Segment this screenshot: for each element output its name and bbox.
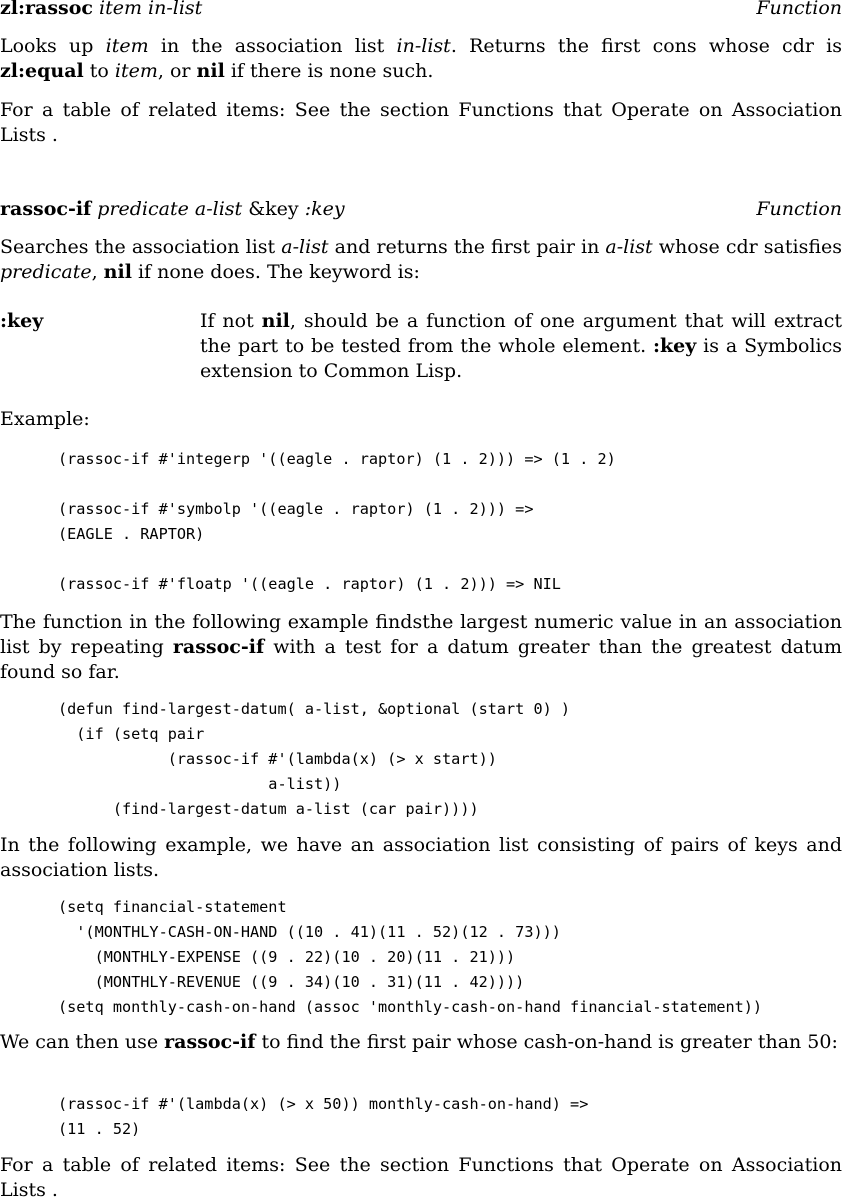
entry-description: Searches the association list a-list and returns the first pair in a-list whose cdr satisfies predicate, nil if none does. The keyword is:	[0, 236, 842, 283]
related-items-link[interactable]: For a table of related items: See the section Functions that Operate on Association Lists .	[0, 1154, 842, 1201]
entry-header-rassoc-if	[0, 197, 842, 222]
function-args: predicate a-list	[97, 198, 243, 220]
keyword-arg: :key	[304, 198, 345, 220]
entry-header-zl-rassoc	[0, 0, 842, 21]
function-name: zl:rassoc	[0, 0, 93, 19]
entry-kind: Function	[756, 0, 842, 19]
code-example-1: (rassoc-if #'integerp '((eagle . raptor) (1 . 2))) => (1 . 2) (rassoc-if #'symbolp '((eagle . raptor) (1 . 2))) => (EAGLE . RAPTOR) (rassoc-if #'floatp '((eagle . raptor) (1 . 2))) => NIL	[58, 450, 616, 593]
related-items-link[interactable]: For a table of related items: See the section Functions that Operate on Association Lists .	[0, 99, 842, 146]
entry-signature	[0, 0, 202, 21]
function-name: rassoc-if	[0, 198, 92, 220]
keyword-marker: &key	[248, 198, 299, 220]
paragraph-largest-datum: The function in the following example findsthe largest numeric value in an association list by repeating rassoc-if with a test for a datum greater than the greatest datum found so far.	[0, 611, 842, 683]
code-example-2: (defun find-largest-datum( a-list, &optional (start 0) ) (if (setq pair (rassoc-if #'(lambda(x) (> x start)) a-list)) (find-largest-datum a-list (car pair))))	[58, 700, 571, 818]
keyword-name: :key	[0, 310, 44, 332]
paragraph-cash-on-hand: We can then use rassoc-if to find the first pair whose cash-on-hand is greater than 50:	[0, 1031, 838, 1053]
entry-description: Looks up item in the association list in-list. Returns the first cons whose cdr is zl:equal to item, or nil if there is none such.	[0, 35, 843, 82]
code-example-4: (rassoc-if #'(lambda(x) (> x 50)) monthly-cash-on-hand) => (11 . 52)	[58, 1095, 589, 1138]
keyword-definition	[0, 309, 842, 384]
entry-signature	[0, 197, 345, 222]
example-label: Example:	[0, 408, 90, 430]
keyword-description: If not nil, should be a function of one argument that will extract the part to be tested from the whole element. :key is a Symbolics extension to Common Lisp.	[200, 310, 842, 382]
function-args: item in-list	[99, 0, 203, 19]
code-example-3: (setq financial-statement '(MONTHLY-CASH-ON-HAND ((10 . 41)(11 . 52)(12 . 73))) (MONTHLY-EXPENSE ((9 . 22)(10 . 20)(11 . 21))) (MONTHLY-REVENUE ((9 . 34)(10 . 31)(11 . 42)))) (setq monthly-cash-on-hand (assoc 'monthly-cash-on-hand financial-statement))	[58, 898, 763, 1016]
paragraph-financial: In the following example, we have an association list consisting of pairs of keys and association lists.	[0, 834, 842, 881]
entry-kind: Function	[756, 198, 842, 220]
